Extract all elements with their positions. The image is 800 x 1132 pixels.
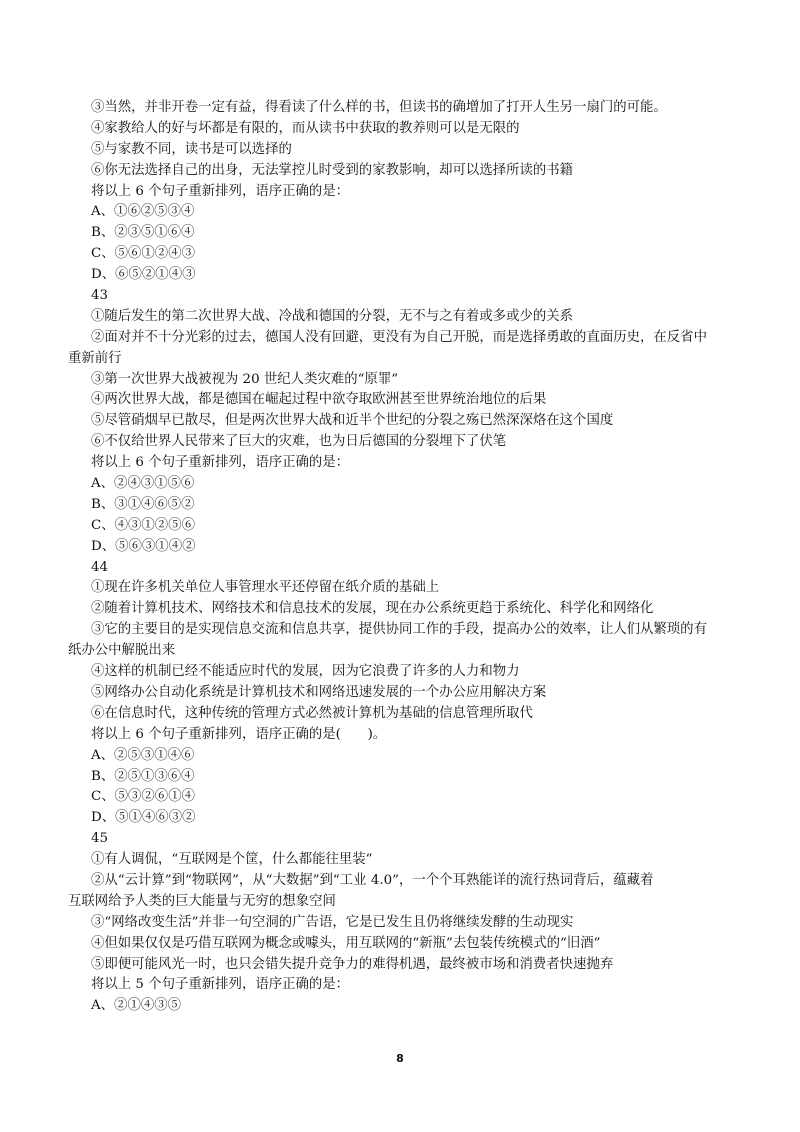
q45-sentence-1: ①有人调侃，“互联网是个筐，什么都能往里装” xyxy=(91,852,373,868)
q44-option-c: C、⑤③②⑥①④ xyxy=(91,789,195,805)
q42-sentence-4: ④家教给人的好与坏都是有限的，而从读书中获取的教养则可以是无限的 xyxy=(91,120,520,136)
q43-number: 43 xyxy=(91,288,109,304)
q45-sentence-3: ③“网络改变生活”并非一句空洞的广告语，它是已发生且仍将继续发酵的生动现实 xyxy=(91,914,574,930)
q44-sentence-2: ②随着计算机技术、网络技术和信息技术的发展，现在办公系统更趋于系统化、科学化和网络化 xyxy=(91,601,654,617)
q43-option-d: D、⑤⑥③①④② xyxy=(91,538,196,554)
q45-sentence-4: ④但如果仅仅是巧借互联网为概念或噱头，用互联网的“新瓶”去包装传统模式的“旧酒” xyxy=(91,935,601,951)
q45-sentence-2-cont: 互联网给予人类的巨大能量与无穷的想象空间 xyxy=(68,893,336,909)
q45-prompt: 将以上 5 个句子重新排列，语序正确的是： xyxy=(91,977,350,993)
q45-option-a: A、②①④③⑤ xyxy=(91,998,182,1014)
q43-prompt: 将以上 6 个句子重新排列，语序正确的是： xyxy=(91,455,350,471)
q45-number: 45 xyxy=(91,831,109,847)
q44-option-b: B、②⑤①③⑥④ xyxy=(91,768,195,784)
q43-sentence-2-cont: 重新前行 xyxy=(68,350,122,366)
q42-sentence-3: ③当然，并非开卷一定有益，得看读了什么样的书，但读书的确增加了打开人生另一扇门的可能。 xyxy=(91,100,667,115)
q42-option-c: C、⑤⑥①②④③ xyxy=(91,246,195,262)
q43-sentence-3: ③第一次世界大战被视为 20 世纪人类灾难的“原罪” xyxy=(91,371,399,387)
q43-sentence-1: ①随后发生的第二次世界大战、冷战和德国的分裂，无不与之有着或多或少的关系 xyxy=(91,308,574,324)
q42-option-a: A、①⑥②⑤③④ xyxy=(91,204,195,220)
q44-sentence-4: ④这样的机制已经不能适应时代的发展，因为它浪费了许多的人力和物力 xyxy=(91,664,520,680)
q44-sentence-5: ⑤网络办公自动化系统是计算机技术和网络迅速发展的一个办公应用解决方案 xyxy=(91,684,547,700)
q43-sentence-5: ⑤尽管硝烟早已散尽，但是两次世界大战和近半个世纪的分裂之殇已然深深烙在这个国度 xyxy=(91,413,614,429)
q43-option-b: B、③①④⑥⑤② xyxy=(91,496,195,512)
q44-sentence-6: ⑥在信息时代，这种传统的管理方式必然被计算机为基础的信息管理所取代 xyxy=(91,705,533,721)
q43-sentence-2: ②面对并不十分光彩的过去，德国人没有回避，更没有为自己开脱，而是选择勇敢的直面历史，在反省中 xyxy=(91,329,707,345)
q44-sentence-3: ③它的主要目的是实现信息交流和信息共享，提供协同工作的手段，提高办公的效率，让人们从繁琐的有 xyxy=(91,622,707,638)
q43-option-c: C、④③①②⑤⑥ xyxy=(91,517,195,533)
q44-option-d: D、⑤①④⑥③② xyxy=(91,810,196,826)
q45-sentence-5: ⑤即便可能风光一时，也只会错失提升竞争力的难得机遇，最终被市场和消费者快速抛弃 xyxy=(91,956,614,972)
q43-option-a: A、②④③①⑤⑥ xyxy=(91,476,195,492)
page-number: 8 xyxy=(396,1052,404,1065)
q45-sentence-2: ②从“云计算”到“物联网”，从“大数据”到“工业 4.0”，一个个耳熟能详的流行热词背后，蕴藏着 xyxy=(91,872,654,888)
q44-option-a: A、②⑤③①④⑥ xyxy=(91,747,195,763)
q42-sentence-5: ⑤与家教不同，读书是可以选择的 xyxy=(91,141,292,157)
q42-prompt: 将以上 6 个句子重新排列，语序正确的是： xyxy=(91,183,350,199)
q42-sentence-6: ⑥你无法选择自己的出身，无法掌控儿时受到的家教影响，却可以选择所读的书籍 xyxy=(91,162,574,178)
q44-prompt: 将以上 6 个句子重新排列，语序正确的是( )。 xyxy=(91,726,387,742)
q43-sentence-6: ⑥不仅给世界人民带来了巨大的灾难，也为日后德国的分裂埋下了伏笔 xyxy=(91,434,507,450)
q44-sentence-3-cont: 纸办公中解脱出来 xyxy=(68,643,176,659)
q43-sentence-4: ④两次世界大战，都是德国在崛起过程中欲夺取欧洲甚至世界统治地位的后果 xyxy=(91,392,547,408)
page-content xyxy=(68,98,748,1017)
q44-number: 44 xyxy=(91,559,109,575)
q42-option-b: B、②③⑤①⑥④ xyxy=(91,225,195,241)
q44-sentence-1: ①现在许多机关单位人事管理水平还停留在纸介质的基础上 xyxy=(91,580,440,596)
q42-option-d: D、⑥⑤②①④③ xyxy=(91,267,196,283)
